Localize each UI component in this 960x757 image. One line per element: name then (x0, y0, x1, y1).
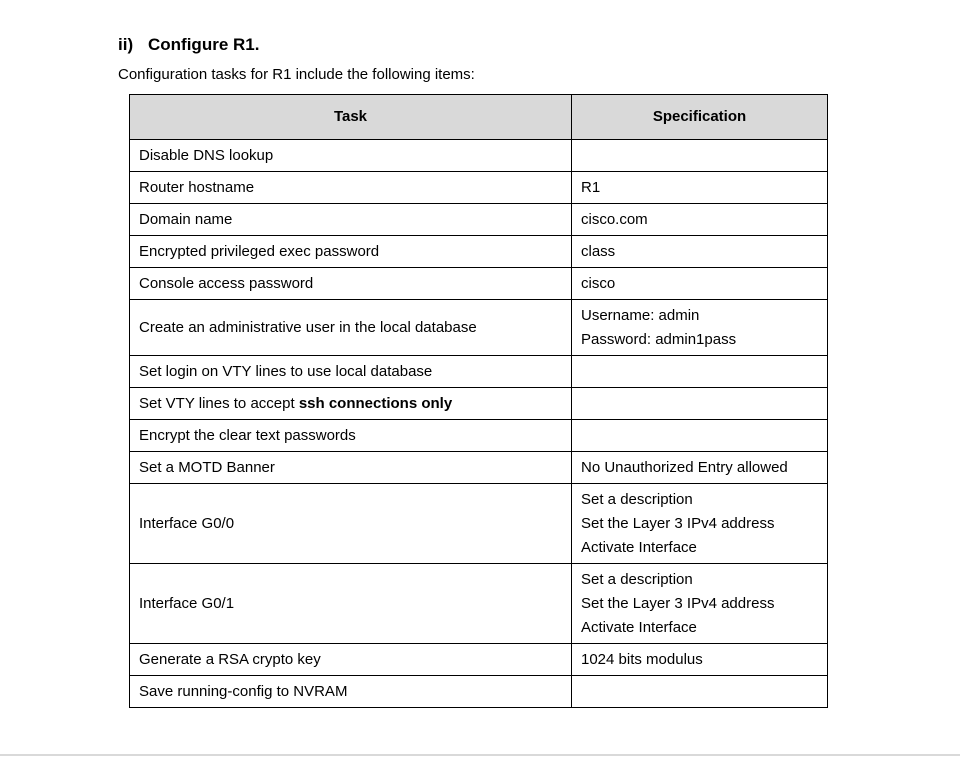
spec-cell (572, 236, 828, 268)
header-task: Task (130, 95, 572, 140)
spec-line: class (581, 242, 616, 260)
table-row (130, 676, 828, 708)
spec-line: R1 (581, 178, 601, 196)
task-cell: Disable DNS lookup (130, 140, 572, 172)
spec-line: Password: admin1pass (581, 330, 737, 348)
spec-line: cisco.com (581, 210, 648, 228)
task-cell: Encrypt the clear text passwords (130, 420, 572, 452)
task-cell: Generate a RSA crypto key (130, 644, 572, 676)
intro-text: Configuration tasks for R1 include the following items: (118, 66, 475, 83)
table-row (130, 172, 828, 204)
spec-cell (572, 300, 828, 356)
table-header-row (130, 95, 828, 140)
spec-line: No Unauthorized Entry allowed (581, 458, 788, 476)
task-cell: Set a MOTD Banner (130, 452, 572, 484)
table-row (130, 140, 828, 172)
table-row (130, 644, 828, 676)
section-heading (118, 35, 259, 55)
spec-line: Set a description (581, 570, 693, 588)
table-row (130, 236, 828, 268)
spec-line: Set a description (581, 490, 693, 508)
spec-cell (572, 420, 828, 452)
spec-line: Activate Interface (581, 538, 697, 556)
spec-line: Set the Layer 3 IPv4 address (581, 514, 775, 532)
task-cell: Router hostname (130, 172, 572, 204)
task-cell: Create an administrative user in the local database (130, 300, 572, 356)
page-bottom-divider (0, 754, 960, 756)
table-row (130, 300, 828, 356)
task-cell: Interface G0/1 (130, 564, 572, 644)
section-number: ii) (118, 35, 134, 54)
configuration-table (129, 94, 828, 708)
spec-cell (572, 452, 828, 484)
spec-cell (572, 268, 828, 300)
spec-cell (572, 676, 828, 708)
task-cell (130, 388, 572, 420)
table-row (130, 388, 828, 420)
spec-line: Set the Layer 3 IPv4 address (581, 594, 775, 612)
spec-cell (572, 204, 828, 236)
task-text: Set VTY lines to accept (139, 394, 299, 412)
task-cell: Console access password (130, 268, 572, 300)
table-row (130, 268, 828, 300)
table-row (130, 204, 828, 236)
task-cell: Set login on VTY lines to use local database (130, 356, 572, 388)
spec-line: cisco (581, 274, 616, 292)
spec-line: Activate Interface (581, 618, 697, 636)
section-title: Configure R1. (148, 35, 260, 54)
spec-cell (572, 644, 828, 676)
task-cell: Interface G0/0 (130, 484, 572, 564)
spec-cell (572, 356, 828, 388)
spec-line: Username: admin (581, 306, 700, 324)
table-row (130, 484, 828, 564)
table-row (130, 564, 828, 644)
spec-line: 1024 bits modulus (581, 650, 703, 668)
table-row (130, 452, 828, 484)
table-row (130, 356, 828, 388)
header-specification: Specification (572, 95, 828, 140)
spec-cell (572, 172, 828, 204)
task-cell: Save running-config to NVRAM (130, 676, 572, 708)
task-cell: Domain name (130, 204, 572, 236)
task-emphasis: ssh connections only (298, 394, 453, 412)
spec-cell (572, 484, 828, 564)
spec-cell (572, 564, 828, 644)
task-cell: Encrypted privileged exec password (130, 236, 572, 268)
spec-cell (572, 388, 828, 420)
table-row (130, 420, 828, 452)
spec-cell (572, 140, 828, 172)
